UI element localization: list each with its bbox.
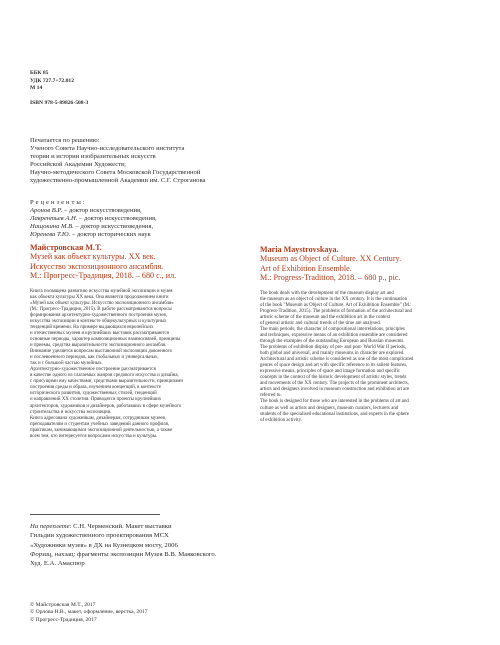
reviewer-name: Лаврентьев А.Н.: [30, 215, 78, 223]
reviewer-name: Юренева Т.Ю.: [30, 231, 71, 239]
approval-line: теории и истории изобразительных искусств: [30, 152, 156, 160]
book-title-en: Museum as Object of Culture. XX Century.: [260, 254, 402, 264]
abstract-line: (М.: Прогресс-Традиция, 2015). В работе рассматриваются вопросы: [30, 306, 172, 312]
copyright-block: [30, 602, 148, 624]
reviewers-block: [30, 199, 270, 239]
reviewer: [30, 215, 270, 223]
copyright-line: © Орлова Н.В., макет, оформление, верстка, 2017: [30, 609, 148, 616]
abstract-line: artistic scheme of the museum and the exhibition art in the context: [260, 314, 391, 320]
abstract-line: искусства экспозиции в контексте общекультурных и культурных: [30, 318, 167, 324]
abstract-line: в качестве одного из слагаемых жанров средового искусства и дизайна,: [30, 373, 179, 379]
abstract-line: The book is designed for those who are interested in the problems of art and: [260, 399, 409, 405]
abstract-en: [260, 291, 480, 424]
abstract-line: through the examples of the outstanding European and Russian museums.: [260, 339, 405, 344]
abstract-line: both global and universal, and mainly museums in character are explored.: [260, 351, 405, 357]
approval-line: художественно-промышленной Академии им. С.Г. Строганова: [30, 176, 206, 184]
author-name-en: Maria Maystrovskaya.: [260, 245, 339, 254]
approval-line: Печатается по решению:: [30, 137, 100, 144]
abstract-line: строительства и искусства экспозиции.: [30, 409, 112, 415]
abstract-line: The main periods, the character of compositional interrelations, principles: [260, 326, 405, 332]
cover-text: : С.Н. Черменский. Макет выставки: [69, 523, 172, 530]
abstract-line: artists and designers involved in museum construction and exhibition art are: [260, 387, 410, 393]
abstract-line: and techniques, expressive means of an exhibition ensemble are considered: [260, 332, 408, 338]
publication-info-en: M.: Progress-Tradition, 2018. – 680 p., pic.: [260, 273, 401, 283]
reviewer: [30, 207, 270, 215]
abstract-line: Progress-Tradition, 2015). The problems of formation of the architectural and: [260, 308, 412, 314]
english-header: [260, 245, 480, 283]
abstract-line: Внимание уделяется вопросам выставочной экспозиции довоенного: [30, 349, 173, 355]
cover-credit: [30, 522, 330, 531]
udk-code: УДК 727.7+72.012: [30, 77, 74, 84]
reviewers-title: Рецензенты:: [30, 199, 87, 206]
book-title-ru: Музей как объект культуры. XX век.: [30, 252, 156, 262]
book-subtitle-en: Art of Exhibition Ensemble.: [260, 263, 352, 273]
abstract-line: «Музей как объект культуры. Искусство экспозиционного ансамбля»: [30, 300, 174, 306]
divider-line: [30, 514, 160, 515]
abstract-line: Архитектурно-художественное построение рассматривается: [30, 367, 156, 373]
copyright-line: © Майстровская М.Т., 2017: [30, 602, 96, 608]
abstract-line: основные периоды, характер композиционных взаимосвязей, принципы: [30, 337, 181, 342]
reviewer: [30, 223, 270, 231]
approval-line: Научно-методического Совета Московской Государственной: [30, 168, 201, 176]
endpaper-credit: [30, 550, 330, 559]
abstract-line: students of the specialised educational institutions, and experts in the sphere: [260, 411, 409, 417]
credit-line: Худ. Е.А. Амаспюр: [30, 560, 85, 568]
abstract-line: of general artistic and cultural trends of the time are analysed.: [260, 320, 381, 326]
credit-line: Гильдии художественного проектирования МСХ: [30, 532, 169, 540]
copyright-line: © Прогресс-Традиция, 2017: [30, 616, 97, 623]
abstract-line: построения среды и образа, изучением концепций, в контексте: [30, 385, 161, 391]
reviewer: [30, 231, 270, 239]
abstract-line: формирования архитектурно-художественного построения музея,: [30, 312, 167, 318]
cover-label: На переплете: [30, 523, 70, 530]
english-description: [260, 245, 480, 424]
abstract-line: так и с большой частью музейных.: [30, 361, 103, 367]
abstract-line: of the book "Museum as Object of Culture. Art of Exhibition Ensemble" (M.:: [260, 302, 412, 308]
reviewer-role: – доктор искусствоведения,: [77, 215, 157, 223]
author-name-ru: Майстровская М.Т.: [30, 243, 102, 252]
abstract-line: и приемы, средства выразительности экспозиционного ансамбля.: [30, 343, 167, 349]
reviewer-role: – доктор исторических наук: [70, 231, 151, 239]
abstract-line: и направлений XX столетия. Приводятся проекты крупнейших: [30, 397, 162, 403]
abstract-line: тенденций времени. На примере выдающихся европейских: [30, 324, 154, 330]
publication-info-ru: М.: Прогресс-Традиция, 2018. – 680 с., ил.: [30, 271, 177, 281]
endpaper-text: , нахзац: фрагменты экспозиции Музея В.В. Маяковского.: [51, 550, 217, 558]
russian-description: [30, 243, 250, 440]
abstract-line: практикам, занимающимся экспозиционной деятельностью, а также: [30, 427, 173, 433]
abstract-line: всем тем, кто интересуется вопросами искусства и культуры.: [30, 433, 158, 439]
abstract-line: genres of space design and art with specific reference to its salient features,: [260, 363, 408, 369]
abstract-line: culture as well as artists and designers, museum curators, lecturers and: [260, 405, 399, 411]
abstract-line: как объекта культуры XX века. Она является продолжением книги: [30, 294, 169, 300]
abstract-line: referred to.: [260, 393, 282, 399]
abstract-line: The problems of exhibition display of pre- and post- World War II periods,: [260, 345, 407, 351]
abstract-line: of exhibition activity.: [260, 417, 302, 423]
abstract-line: и послевоенного периодов, как глобальных и универсальных,: [30, 355, 159, 361]
book-subtitle-ru: Искусство экспозиционного ансамбля.: [30, 261, 164, 271]
reviewer-role: – доктор искусствоведения,: [73, 223, 154, 231]
reviewer-name: Нащокина М.В.: [30, 223, 74, 231]
abstract-line: concepts in the context of the historic development of artistic styles, trends: [260, 375, 407, 381]
reviewer-role: – доктор искусствоведения,: [62, 207, 142, 215]
approval-line: Ученого Совета Научно-исследовательского института: [30, 144, 185, 152]
illustration-credits: [30, 522, 330, 568]
abstract-line: исторического развития, художественных стилей, тенденций: [30, 391, 157, 397]
abstract-line: Architectural and artistic scheme is considered as one of the most complicated: [260, 357, 414, 363]
credit-line: «Художники музея» в ДХ на Кузнецком мосту, 2006: [30, 541, 178, 549]
abstract-line: преподавателям и студентам учебных заведений данного профиля,: [30, 421, 170, 427]
russian-header: [30, 243, 250, 281]
abstract-line: and movements of the XX century. The projects of the prominent architects,: [260, 381, 409, 387]
isbn: ISBN 978-5-89826-508-3: [30, 99, 89, 106]
abstract-line: архитекторов, художников и дизайнеров, работавших в сфере музейного: [30, 403, 182, 409]
abstract-line: the museum as an object of culture in the XX century. It is the continuation: [260, 296, 408, 302]
endpaper-label: Форзац: [30, 550, 52, 558]
abstract-line: и отечественных музеев и крупнейших выставок рассматриваются: [30, 330, 169, 336]
author-mark: М 14: [30, 85, 43, 92]
approval-line: Российской Академии Художеств;: [30, 160, 126, 168]
abstract-line: The book deals with the development of the museum display art and: [260, 290, 394, 296]
abstract-ru: [30, 289, 250, 440]
approval-block: [30, 137, 270, 184]
catalog-block: [30, 70, 88, 107]
abstract-line: expressive means, principles of space and image formation and specific: [260, 369, 401, 375]
abstract-line: Книга адресована художникам, дизайнерам, сотрудникам музеев,: [30, 415, 167, 421]
bbk-code: ББК 85: [30, 70, 49, 76]
abstract-line: с присущими ему качествами, средствами выразительности, принципами: [30, 379, 183, 385]
abstract-line: Книга посвящена развитию искусства музейной экспозиции и музея: [30, 288, 173, 294]
reviewer-name: Аронов В.Р.: [30, 207, 63, 215]
